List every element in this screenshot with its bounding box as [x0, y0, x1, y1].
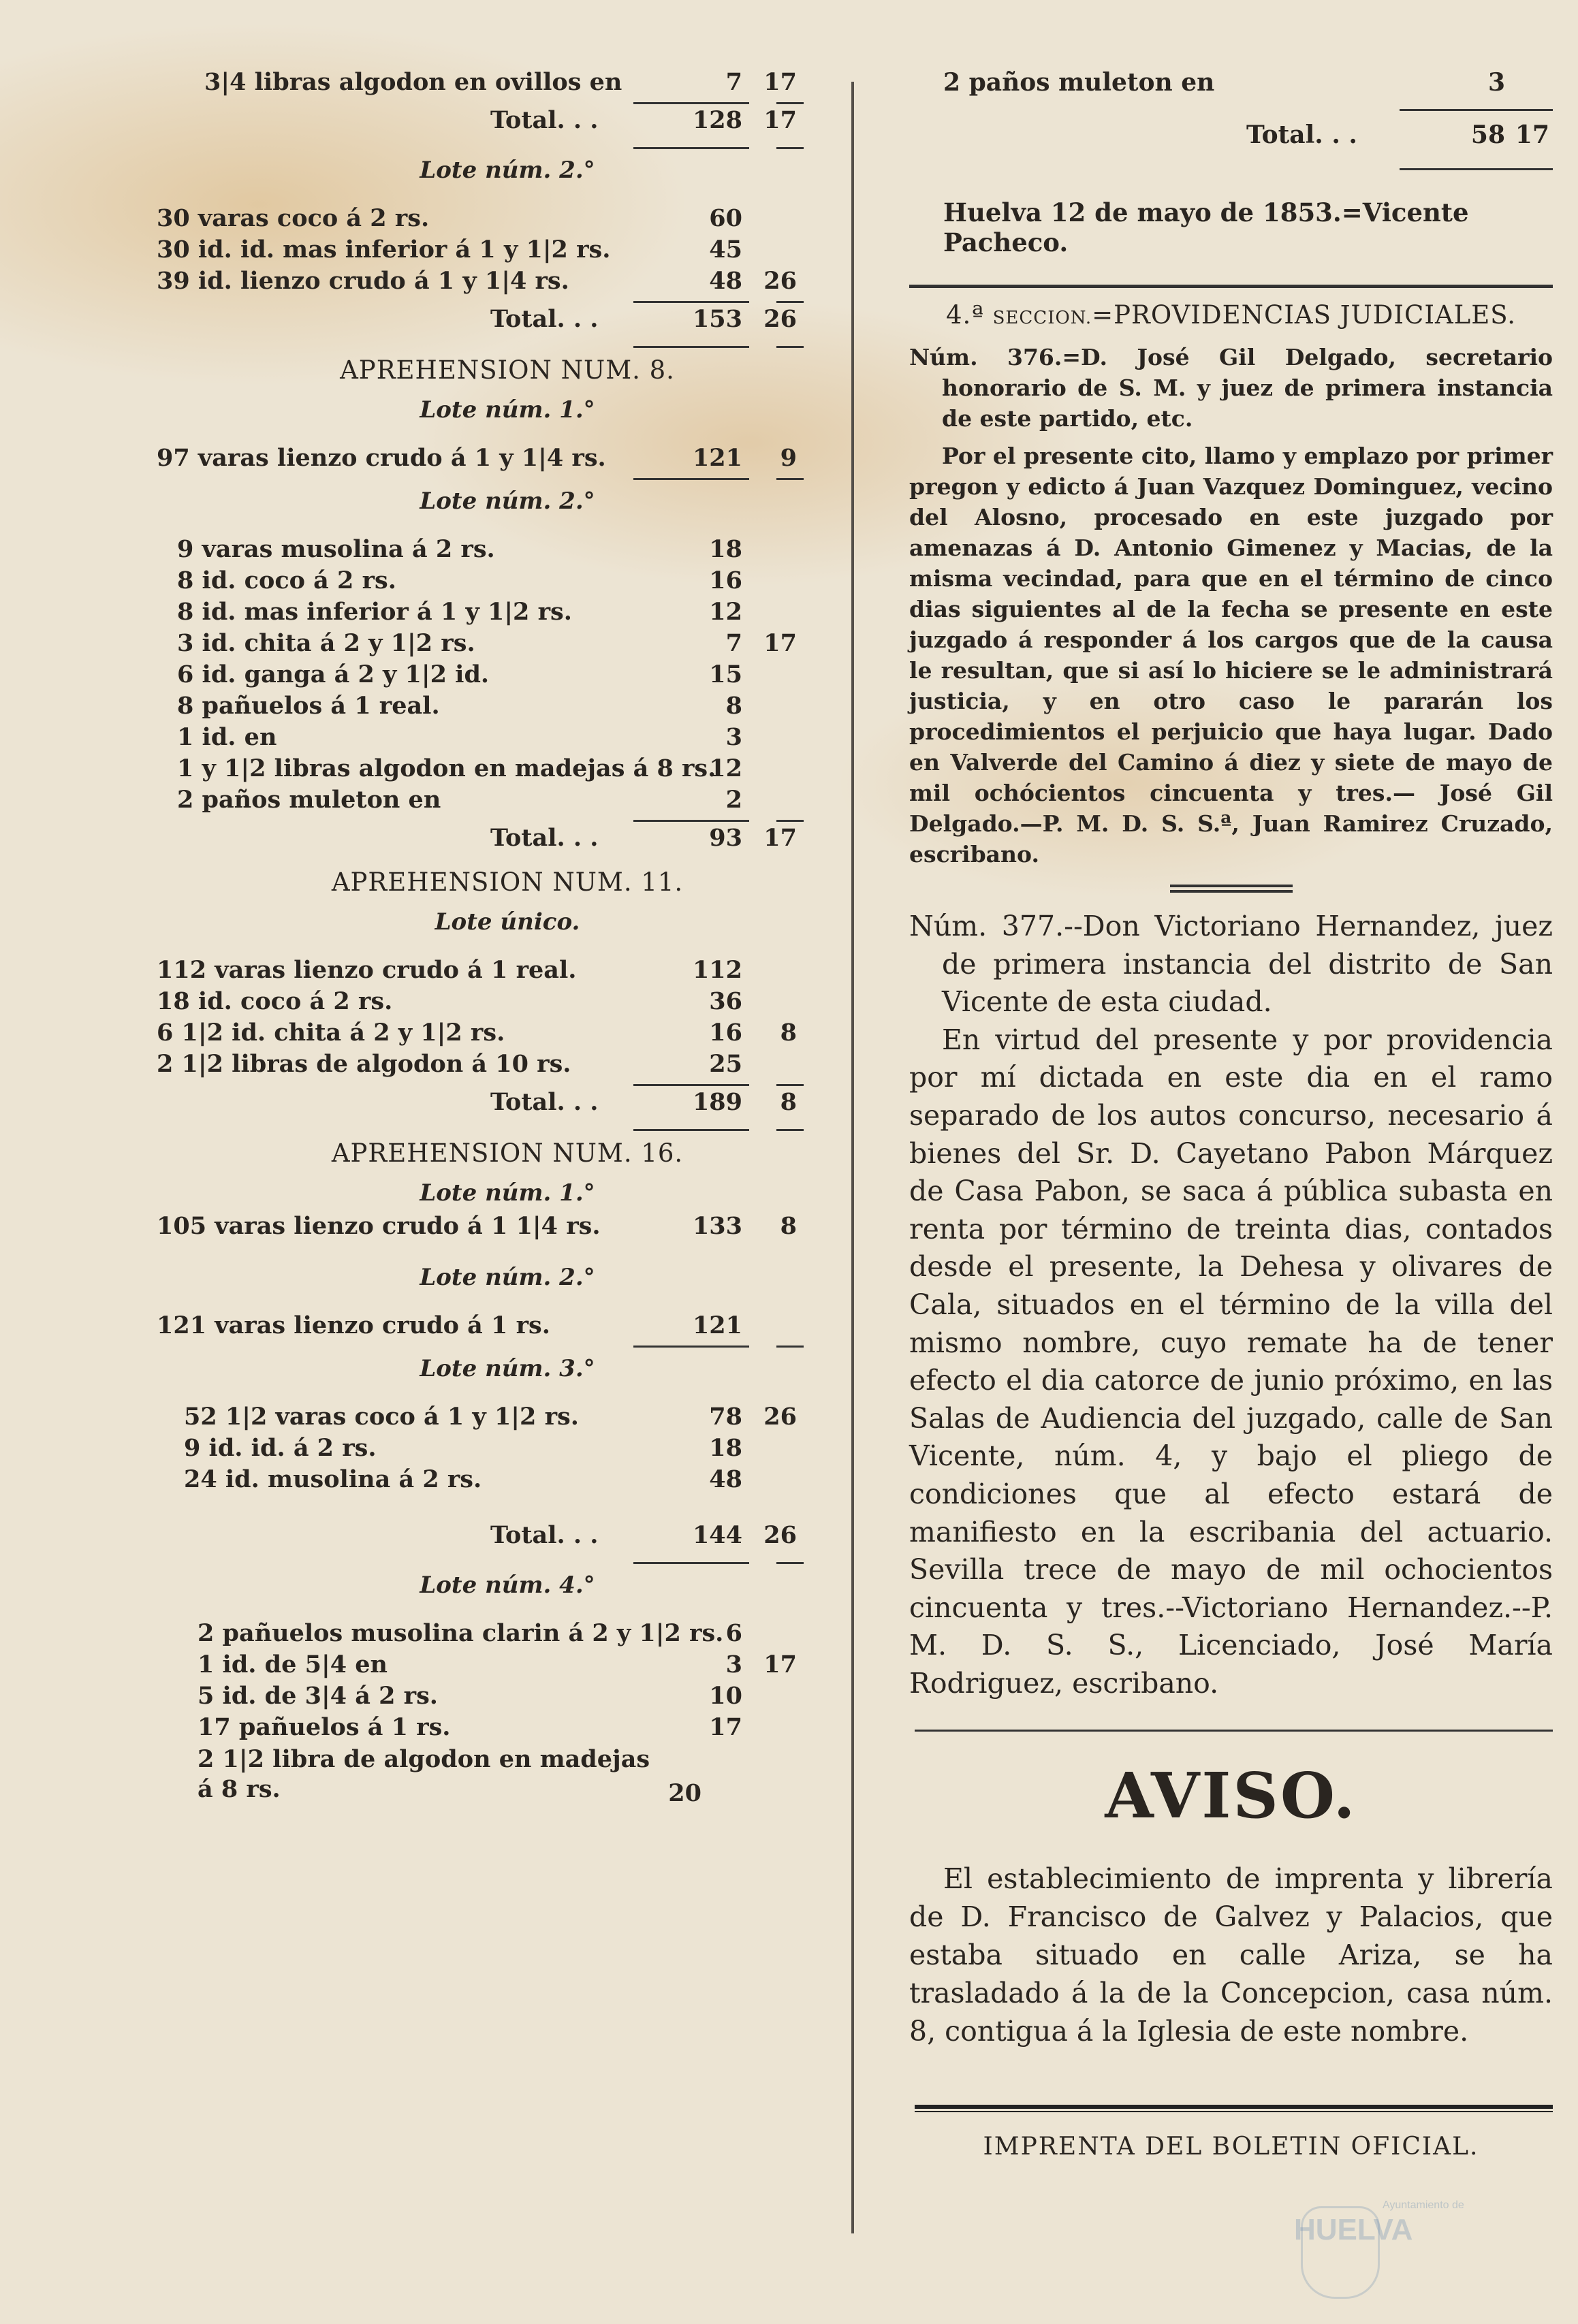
item-desc: 8 pañuelos á 1 real.: [177, 692, 440, 720]
item-desc: 30 varas coco á 2 rs.: [157, 204, 430, 232]
total-row: [157, 1088, 804, 1126]
item-value: 15: [709, 660, 742, 688]
item-desc: 17 pañuelos á 1 rs.: [198, 1713, 451, 1741]
item-subvalue: 17: [763, 68, 797, 96]
lote-title: Lote núm. 2.°: [420, 157, 595, 184]
item-desc: 8 id. mas inferior á 1 y 1|2 rs.: [177, 598, 572, 626]
total-value: 93: [709, 824, 742, 852]
item-row: [157, 1019, 804, 1050]
signoff: Huelva 12 de mayo de 1853.=Vicente Pacheco.: [943, 197, 1469, 257]
lote-title: Lote núm. 4.°: [420, 1572, 595, 1599]
sum-rule: [157, 343, 804, 350]
item-value: 121: [692, 1311, 742, 1339]
item-row: [177, 629, 804, 660]
item-row: [184, 1465, 804, 1497]
item-desc: 2 1|2 libra de algodon en madejas á 8 rs.: [198, 1745, 650, 1803]
item-desc: 2 paños muleton en: [177, 786, 441, 814]
total-value: 189: [692, 1088, 742, 1116]
item-subvalue: 17: [763, 1651, 797, 1678]
item-subvalue: 26: [763, 1403, 797, 1431]
sum-rule: [157, 1081, 804, 1088]
item-value: 18: [709, 1434, 742, 1462]
item-row: [177, 535, 804, 567]
item-row: [157, 1212, 804, 1243]
item-value: 12: [709, 598, 742, 626]
item-row: [157, 956, 804, 987]
item-desc: 24 id. musolina á 2 rs.: [184, 1465, 482, 1493]
item-desc: 30 id. id. mas inferior á 1 y 1|2 rs.: [157, 236, 611, 264]
lote-title: Lote único.: [435, 908, 580, 936]
item-row: [157, 204, 804, 236]
item-value: 17: [709, 1713, 742, 1741]
item-value: 16: [709, 567, 742, 594]
lote-items: [157, 1619, 804, 1745]
total-subvalue: 26: [763, 305, 797, 333]
item-value: 133: [692, 1212, 742, 1240]
item-value: 3: [725, 723, 742, 751]
total-label: Total. . .: [490, 1088, 599, 1116]
total-label: Total. . .: [490, 1521, 599, 1549]
sum-rule: [157, 475, 804, 482]
item-value: 7: [725, 68, 742, 96]
total-row: [157, 106, 804, 144]
total-subvalue: 17: [1515, 121, 1549, 149]
item-desc: 5 id. de 3|4 á 2 rs.: [198, 1682, 438, 1710]
lote-items: [157, 535, 804, 817]
item-desc: 112 varas lienzo crudo á 1 real.: [157, 956, 577, 984]
item-row: [198, 1651, 804, 1682]
item-row: [177, 660, 804, 692]
item-desc: 1 id. de 5|4 en: [198, 1651, 388, 1678]
item-row: [177, 723, 804, 754]
item-value: 121: [692, 444, 742, 472]
item-row: [198, 1619, 804, 1651]
watermark-caption: Ayuntamiento de: [1383, 2199, 1464, 2211]
lote-items: [157, 956, 804, 1081]
total-row: [157, 1521, 804, 1559]
lote-title: Lote núm. 2.°: [420, 488, 595, 515]
item-value: 16: [709, 1019, 742, 1047]
item-desc: 3|4 libras algodon en ovillos en: [204, 68, 622, 96]
sum-rule: [157, 144, 804, 151]
section-number: 4.ª: [945, 300, 984, 330]
total-row: [909, 121, 1553, 168]
lote-title: Lote núm. 1.°: [420, 396, 595, 424]
sum-rule: [157, 1343, 804, 1350]
item-row: [184, 1403, 804, 1434]
right-column: [909, 68, 1553, 2161]
lote-items: [157, 1403, 804, 1497]
aprehension-title: APREHENSION NUM. 16.: [331, 1139, 684, 1168]
item-row: [177, 754, 804, 786]
left-column: [157, 68, 804, 1807]
item-row: [157, 987, 804, 1019]
item-value: 3: [1487, 68, 1505, 97]
divider: [915, 1730, 1553, 1732]
item-row: [198, 1682, 804, 1713]
item-desc: 39 id. lienzo crudo á 1 y 1|4 rs.: [157, 267, 569, 295]
total-label: Total. . .: [1246, 121, 1357, 149]
item-subvalue: 26: [763, 267, 797, 295]
total-label: Total. . .: [490, 824, 599, 852]
footer-rule: [915, 2105, 1553, 2112]
item-desc: 9 varas musolina á 2 rs.: [177, 535, 495, 563]
aprehension-title: APREHENSION NUM. 11.: [331, 867, 684, 897]
printer-footer: IMPRENTA DEL BOLETIN OFICIAL.: [983, 2133, 1479, 2161]
item-desc: 2 paños muleton en: [943, 68, 1215, 97]
section-label: SECCION.: [992, 308, 1092, 328]
item-value: 25: [709, 1050, 742, 1078]
item-value: 8: [725, 692, 742, 720]
item-row: [177, 692, 804, 723]
lote-title: Lote núm. 1.°: [420, 1179, 595, 1207]
sum-rule: [1400, 168, 1553, 170]
item-value: 60: [709, 204, 742, 232]
item-row: [157, 1050, 804, 1081]
item-value: 18: [709, 535, 742, 563]
item-desc: 9 id. id. á 2 rs.: [184, 1434, 377, 1462]
sum-rule: [157, 1126, 804, 1133]
item-row: [157, 1311, 804, 1343]
item-row: [157, 267, 804, 298]
item-value: 48: [709, 267, 742, 295]
item-desc: 2 1|2 libras de algodon á 10 rs.: [157, 1050, 571, 1078]
ornament-rule: [1170, 885, 1293, 893]
item-value: 36: [709, 987, 742, 1015]
total-subvalue: 17: [763, 106, 797, 134]
total-subvalue: 8: [780, 1088, 797, 1116]
lote-title: Lote núm. 3.°: [420, 1355, 595, 1382]
lote-items: [157, 204, 804, 298]
item-desc: 6 id. ganga á 2 y 1|2 id.: [177, 660, 490, 688]
item-value: 10: [709, 1682, 742, 1710]
edict-377-heading: Núm. 377.--Don Victoriano Hernandez, juez de primera instancia del distrito de San Vicente de esta ciudad.: [909, 910, 1553, 1019]
item-row: [909, 68, 1553, 109]
item-subvalue: 8: [780, 1212, 797, 1240]
item-value: 2: [725, 786, 742, 814]
item-row: [157, 236, 804, 267]
item-value: 45: [709, 236, 742, 264]
item-row: [198, 1713, 804, 1745]
item-row: [177, 786, 804, 817]
aprehension-title: APREHENSION NUM. 8.: [340, 355, 675, 385]
item-desc: 8 id. coco á 2 rs.: [177, 567, 396, 594]
lote-title: Lote núm. 2.°: [420, 1264, 595, 1291]
total-label: Total. . .: [490, 305, 599, 333]
item-desc: 1 id. en: [177, 723, 277, 751]
item-desc: 1 y 1|2 libras algodon en madejas á 8 rs.: [177, 754, 716, 782]
watermark-title: HUELVA: [1294, 2213, 1413, 2246]
aviso-title: AVISO.: [1105, 1759, 1357, 1833]
sum-rule: [157, 1559, 804, 1566]
sum-rule: [157, 99, 804, 106]
sum-rule: [157, 298, 804, 305]
item-value: 7: [725, 629, 742, 657]
item-value: 3: [725, 1651, 742, 1678]
total-row: [157, 824, 804, 862]
item-value: 78: [709, 1403, 742, 1431]
item-row: [198, 1745, 804, 1807]
section-title: =PROVIDENCIAS JUDICIALES.: [1092, 300, 1517, 330]
item-value: 48: [709, 1465, 742, 1493]
item-row: [177, 567, 804, 598]
item-value: 12: [709, 754, 742, 782]
total-value: 58: [1470, 121, 1505, 149]
item-row: [184, 1434, 804, 1465]
item-desc: 3 id. chita á 2 y 1|2 rs.: [177, 629, 475, 657]
item-desc: 6 1|2 id. chita á 2 y 1|2 rs.: [157, 1019, 505, 1047]
section-heading: [909, 300, 1553, 330]
item-value: 6: [725, 1619, 742, 1647]
total-label: Total. . .: [490, 106, 599, 134]
item-desc: 18 id. coco á 2 rs.: [157, 987, 393, 1015]
total-value: 153: [692, 305, 742, 333]
item-desc: 2 pañuelos musolina clarin á 2 y 1|2 rs.: [198, 1619, 724, 1647]
divider: [909, 285, 1553, 288]
edict-376-body: Por el presente cito, llamo y emplazo por primer pregon y edicto á Juan Vazquez Dominguez, vecino del Alosno, procesado en este juzgado por amenazas á D. Antonio Gimenez y Macias, de la misma vecindad, para que en el término de cinco dias siguientes al de la fecha se presente en este juzgado á responder á los cargos que de la causa le resultan, que si así lo hiciere se le administrará justicia, y en otro caso le pararán los procedimientos el perjuicio que haya lugar. Dado en Valverde del Camino á diez y siete de mayo de mil ochócientos cincuenta y tres.— José Gil Delgado.—P. M. D. S. S.ª, Juan Ramirez Cruzado, escribano.: [909, 443, 1553, 867]
item-subvalue: 17: [763, 629, 797, 657]
edict-376-heading: Núm. 376.=D. José Gil Delgado, secretario honorario de S. M. y juez de primera instancia de este partido, etc.: [909, 344, 1553, 432]
item-desc: 97 varas lienzo crudo á 1 y 1|4 rs.: [157, 444, 606, 472]
total-value: 128: [692, 106, 742, 134]
column-divider: [851, 82, 854, 2233]
item-desc: 52 1|2 varas coco á 1 y 1|2 rs.: [184, 1403, 579, 1431]
item-value: 20: [668, 1779, 701, 1807]
item-subvalue: 9: [780, 444, 797, 472]
item-value: 112: [692, 956, 742, 984]
aviso-body: El establecimiento de imprenta y librería de D. Francisco de Galvez y Palacios, que estaba situado en calle Ariza, se ha trasladado á la de la Concepcion, casa núm. 8, contigua á la Iglesia de este nombre.: [909, 1862, 1553, 2048]
total-row: [157, 305, 804, 343]
edict-377-body: En virtud del presente y por providencia por mí dictada en este dia en el ramo separado de los autos concurso, necesario á bienes del Sr. D. Cayetano Pabon Márquez de Casa Pabon, se saca á pública subasta en renta por término de treinta dias, contados desde el presente, la Dehesa y olivares de Cala, situados en el término de la villa del mismo nombre, cuyo remate ha de tener efecto el dia catorce de junio próximo, en las Salas de Audiencia del juzgado, calle de San Vicente, núm. 4, y bajo el pliego de condiciones que al efecto estará de manifiesto en la escribania del actuario. Sevilla trece de mayo de mil ochocientos cincuenta y tres.--Victoriano Hernandez.--P. M. D. S. S., Licenciado, José María Rodriguez, escribano.: [909, 1023, 1553, 1700]
sum-rule: [157, 817, 804, 824]
item-desc: 121 varas lienzo crudo á 1 rs.: [157, 1311, 550, 1339]
total-subvalue: 17: [763, 824, 797, 852]
total-value: 144: [692, 1521, 742, 1549]
item-desc: 105 varas lienzo crudo á 1 1|4 rs.: [157, 1212, 601, 1240]
item-subvalue: 8: [780, 1019, 797, 1047]
item-row: [157, 444, 804, 475]
item-row: [204, 68, 804, 99]
total-subvalue: 26: [763, 1521, 797, 1549]
item-row: [177, 598, 804, 629]
